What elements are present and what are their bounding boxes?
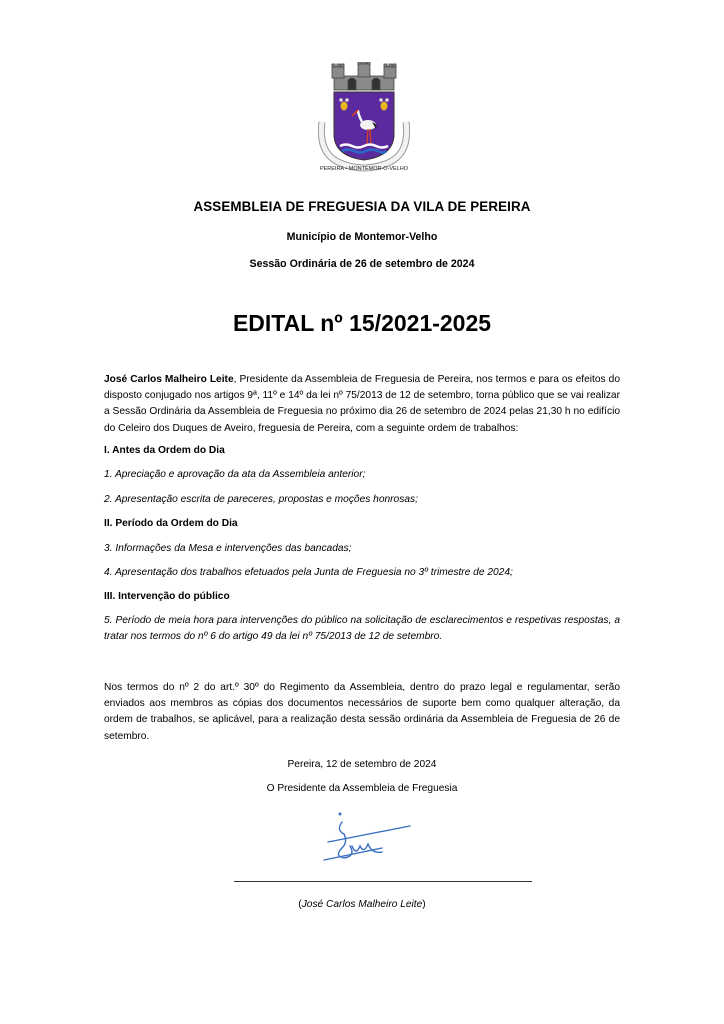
place-and-date: Pereira, 12 de setembro de 2024 (287, 759, 437, 770)
session-subtitle: Sessão Ordinária de 26 de setembro de 2024 (249, 258, 475, 270)
agenda-section-2: II. Período da Ordem do Dia (104, 518, 238, 529)
assembly-title: ASSEMBLEIA DE FREGUESIA DA VILA DE PEREIRA (193, 199, 531, 214)
intro-paragraph (104, 372, 620, 437)
crest-motto: PEREIRA • MONTEMOR-O-VELHO (319, 166, 409, 172)
agenda-section-1: I. Antes da Ordem do Dia (104, 445, 225, 456)
closing-paragraph: Nos termos do nº 2 do art.º 30º do Regimento da Assembleia, dentro do prazo legal e regulamentar, serão enviados aos membros as cópias dos documentos necessários de suporte bem como qualquer alteração, da ordem de trabalhos, se aplicável, para a realização desta sessão ordinária da Assembleia de Freguesia de 26 de setembro. (104, 682, 620, 742)
edital-title: EDITAL nº 15/2021-2025 (232, 310, 492, 336)
handwritten-signature (322, 812, 412, 864)
agenda-item-1: 1. Apreciação e aprovação da ata da Assembleia anterior; (104, 469, 366, 480)
signature-line (234, 881, 532, 882)
signatory-name: (José Carlos Malheiro Leite) (298, 899, 426, 910)
signatory-name-text: José Carlos Malheiro Leite (301, 899, 423, 910)
agenda-section-3: III. Intervenção do público (104, 591, 230, 602)
mural-crown-icon (332, 62, 396, 90)
president-name: José Carlos Malheiro Leite (104, 374, 234, 385)
intro-text: , Presidente da Assembleia de Freguesia de Pereira, nos termos e para os efeitos do disposto conjugado nos artigos 9ª, 11º e 14º da lei nº 75/2013 de 12 de setembro, torna público que se vai realizar a Sessão Ordinária da Assembleia de Freguesia no próximo dia 26 de setembro de 2024 pelas 21,30 h no edifício do Celeiro dos Duques de Aveiro, freguesia de Pereira, com a seguinte ordem de trabalhos: (104, 374, 620, 434)
signatory-role: O Presidente da Assembleia de Freguesia (266, 783, 458, 794)
agenda-item-3: 3. Informações da Mesa e intervenções das bancadas; (104, 543, 352, 554)
municipality-subtitle: Município de Montemor-Velho (286, 231, 438, 243)
agenda-item-4: 4. Apresentação dos trabalhos efetuados pela Junta de Freguesia no 3º trimestre de 2024; (104, 567, 513, 578)
agenda-item-2: 2. Apresentação escrita de pareceres, propostas e moções honrosas; (104, 494, 418, 505)
agenda-item-5: 5. Período de meia hora para intervenções do público na solicitação de esclarecimentos e respetivas respostas, a tratar nos termos do nº 6 do artigo 49 da lei nº 75/2013 de 12 de setembro. (104, 615, 620, 642)
coat-of-arms-logo (318, 62, 410, 174)
